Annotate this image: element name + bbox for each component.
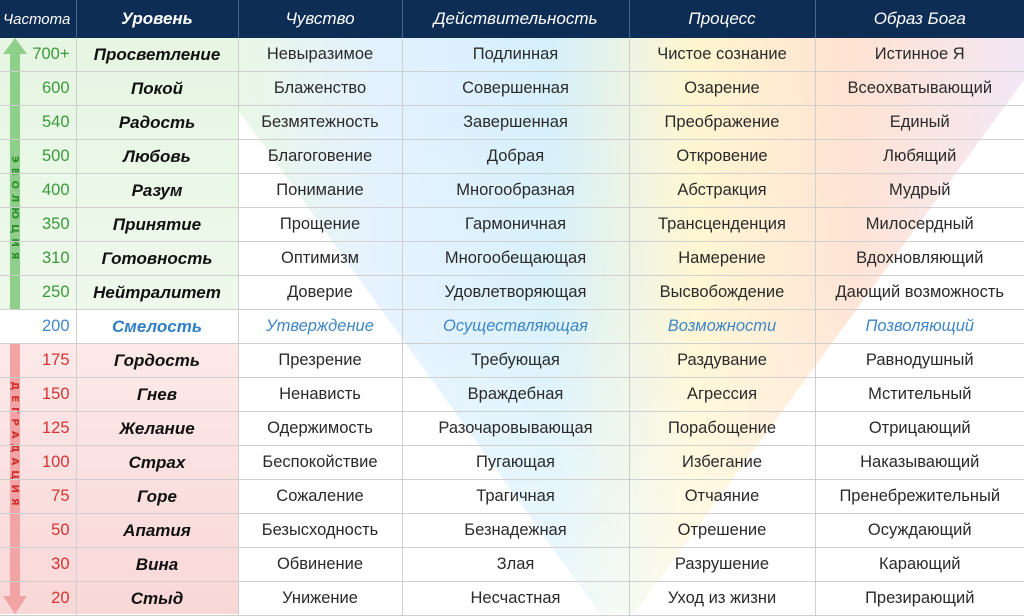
frequency-cell: 700+ [0, 38, 76, 72]
process-cell: Намерение [629, 242, 815, 276]
frequency-cell: 540 [0, 106, 76, 140]
feeling-cell: Ненависть [238, 378, 402, 412]
header-process: Процесс [629, 0, 815, 38]
process-cell: Избегание [629, 446, 815, 480]
header-row [0, 0, 1024, 38]
level-cell: Просветление [76, 38, 238, 72]
god-image-cell: Мудрый [815, 174, 1024, 208]
table-row [0, 310, 1024, 344]
level-cell: Готовность [76, 242, 238, 276]
process-cell: Чистое сознание [629, 38, 815, 72]
feeling-cell: Беспокойствие [238, 446, 402, 480]
table-row [0, 582, 1024, 616]
table-row [0, 174, 1024, 208]
table-row [0, 140, 1024, 174]
frequency-cell: 350 [0, 208, 76, 242]
header-frequency: Частота [0, 0, 76, 38]
feeling-cell: Невыразимое [238, 38, 402, 72]
god-image-cell: Осуждающий [815, 514, 1024, 548]
god-image-cell: Любящий [815, 140, 1024, 174]
header-reality: Действительность [402, 0, 629, 38]
feeling-cell: Понимание [238, 174, 402, 208]
table-row [0, 548, 1024, 582]
table-row [0, 38, 1024, 72]
frequency-cell: 150 [0, 378, 76, 412]
frequency-cell: 125 [0, 412, 76, 446]
god-image-cell: Карающий [815, 548, 1024, 582]
feeling-cell: Блаженство [238, 72, 402, 106]
feeling-cell: Обвинение [238, 548, 402, 582]
reality-cell: Злая [402, 548, 629, 582]
level-cell: Принятие [76, 208, 238, 242]
process-cell: Агрессия [629, 378, 815, 412]
level-cell: Разум [76, 174, 238, 208]
feeling-cell: Безысходность [238, 514, 402, 548]
process-cell: Преображение [629, 106, 815, 140]
reality-cell: Враждебная [402, 378, 629, 412]
god-image-cell: Дающий возможность [815, 276, 1024, 310]
reality-cell: Безнадежная [402, 514, 629, 548]
table-body [0, 38, 1024, 616]
god-image-cell: Единый [815, 106, 1024, 140]
degradation-label: ДЕГРАДАЦИЯ [9, 381, 20, 511]
feeling-cell: Унижение [238, 582, 402, 616]
process-cell: Абстракция [629, 174, 815, 208]
frequency-cell: 50 [0, 514, 76, 548]
header-level: Уровень [76, 0, 238, 38]
table-row [0, 446, 1024, 480]
feeling-cell: Благоговение [238, 140, 402, 174]
level-cell: Гнев [76, 378, 238, 412]
reality-cell: Трагичная [402, 480, 629, 514]
level-cell: Нейтралитет [76, 276, 238, 310]
table-row [0, 480, 1024, 514]
god-image-cell: Всеохватывающий [815, 72, 1024, 106]
table-row [0, 344, 1024, 378]
reality-cell: Разочаровывающая [402, 412, 629, 446]
feeling-cell: Доверие [238, 276, 402, 310]
process-cell: Откровение [629, 140, 815, 174]
god-image-cell: Вдохновляющий [815, 242, 1024, 276]
god-image-cell: Позволяющий [815, 310, 1024, 344]
frequency-cell: 310 [0, 242, 76, 276]
level-cell: Стыд [76, 582, 238, 616]
level-cell: Любовь [76, 140, 238, 174]
reality-cell: Совершенная [402, 72, 629, 106]
header-feeling: Чувство [238, 0, 402, 38]
reality-cell: Требующая [402, 344, 629, 378]
table-row [0, 412, 1024, 446]
feeling-cell: Прощение [238, 208, 402, 242]
level-cell: Горе [76, 480, 238, 514]
table-row [0, 242, 1024, 276]
feeling-cell: Сожаление [238, 480, 402, 514]
god-image-cell: Равнодушный [815, 344, 1024, 378]
level-cell: Гордость [76, 344, 238, 378]
table-row [0, 378, 1024, 412]
process-cell: Отрешение [629, 514, 815, 548]
level-cell: Желание [76, 412, 238, 446]
reality-cell: Многообразная [402, 174, 629, 208]
god-image-cell: Мстительный [815, 378, 1024, 412]
process-cell: Возможности [629, 310, 815, 344]
god-image-cell: Милосердный [815, 208, 1024, 242]
reality-cell: Осуществляющая [402, 310, 629, 344]
reality-cell: Несчастная [402, 582, 629, 616]
process-cell: Раздувание [629, 344, 815, 378]
frequency-cell: 400 [0, 174, 76, 208]
table-row [0, 106, 1024, 140]
reality-cell: Гармоничная [402, 208, 629, 242]
frequency-cell: 600 [0, 72, 76, 106]
god-image-cell: Истинное Я [815, 38, 1024, 72]
feeling-cell: Презрение [238, 344, 402, 378]
process-cell: Трансценденция [629, 208, 815, 242]
reality-cell: Подлинная [402, 38, 629, 72]
level-cell: Покой [76, 72, 238, 106]
reality-cell: Завершенная [402, 106, 629, 140]
level-cell: Страх [76, 446, 238, 480]
table-row [0, 208, 1024, 242]
frequency-cell: 200 [0, 310, 76, 344]
frequency-cell: 175 [0, 344, 76, 378]
frequency-cell: 500 [0, 140, 76, 174]
frequency-cell: 100 [0, 446, 76, 480]
god-image-cell: Пренебрежительный [815, 480, 1024, 514]
feeling-cell: Утверждение [238, 310, 402, 344]
evolution-label: ЭВОЛЮЦИЯ [9, 155, 20, 265]
frequency-cell: 20 [0, 582, 76, 616]
table-row [0, 276, 1024, 310]
level-cell: Вина [76, 548, 238, 582]
table-row [0, 514, 1024, 548]
reality-cell: Добрая [402, 140, 629, 174]
frequency-cell: 30 [0, 548, 76, 582]
feeling-cell: Одержимость [238, 412, 402, 446]
process-cell: Разрушение [629, 548, 815, 582]
reality-cell: Многообещающая [402, 242, 629, 276]
process-cell: Уход из жизни [629, 582, 815, 616]
reality-cell: Удовлетворяющая [402, 276, 629, 310]
header-god-image: Образ Бога [815, 0, 1024, 38]
level-cell: Смелость [76, 310, 238, 344]
process-cell: Озарение [629, 72, 815, 106]
frequency-cell: 250 [0, 276, 76, 310]
god-image-cell: Отрицающий [815, 412, 1024, 446]
god-image-cell: Презирающий [815, 582, 1024, 616]
process-cell: Высвобождение [629, 276, 815, 310]
frequency-cell: 75 [0, 480, 76, 514]
feeling-cell: Оптимизм [238, 242, 402, 276]
feeling-cell: Безмятежность [238, 106, 402, 140]
reality-cell: Пугающая [402, 446, 629, 480]
process-cell: Отчаяние [629, 480, 815, 514]
level-cell: Апатия [76, 514, 238, 548]
table-row [0, 72, 1024, 106]
god-image-cell: Наказывающий [815, 446, 1024, 480]
process-cell: Порабощение [629, 412, 815, 446]
level-cell: Радость [76, 106, 238, 140]
